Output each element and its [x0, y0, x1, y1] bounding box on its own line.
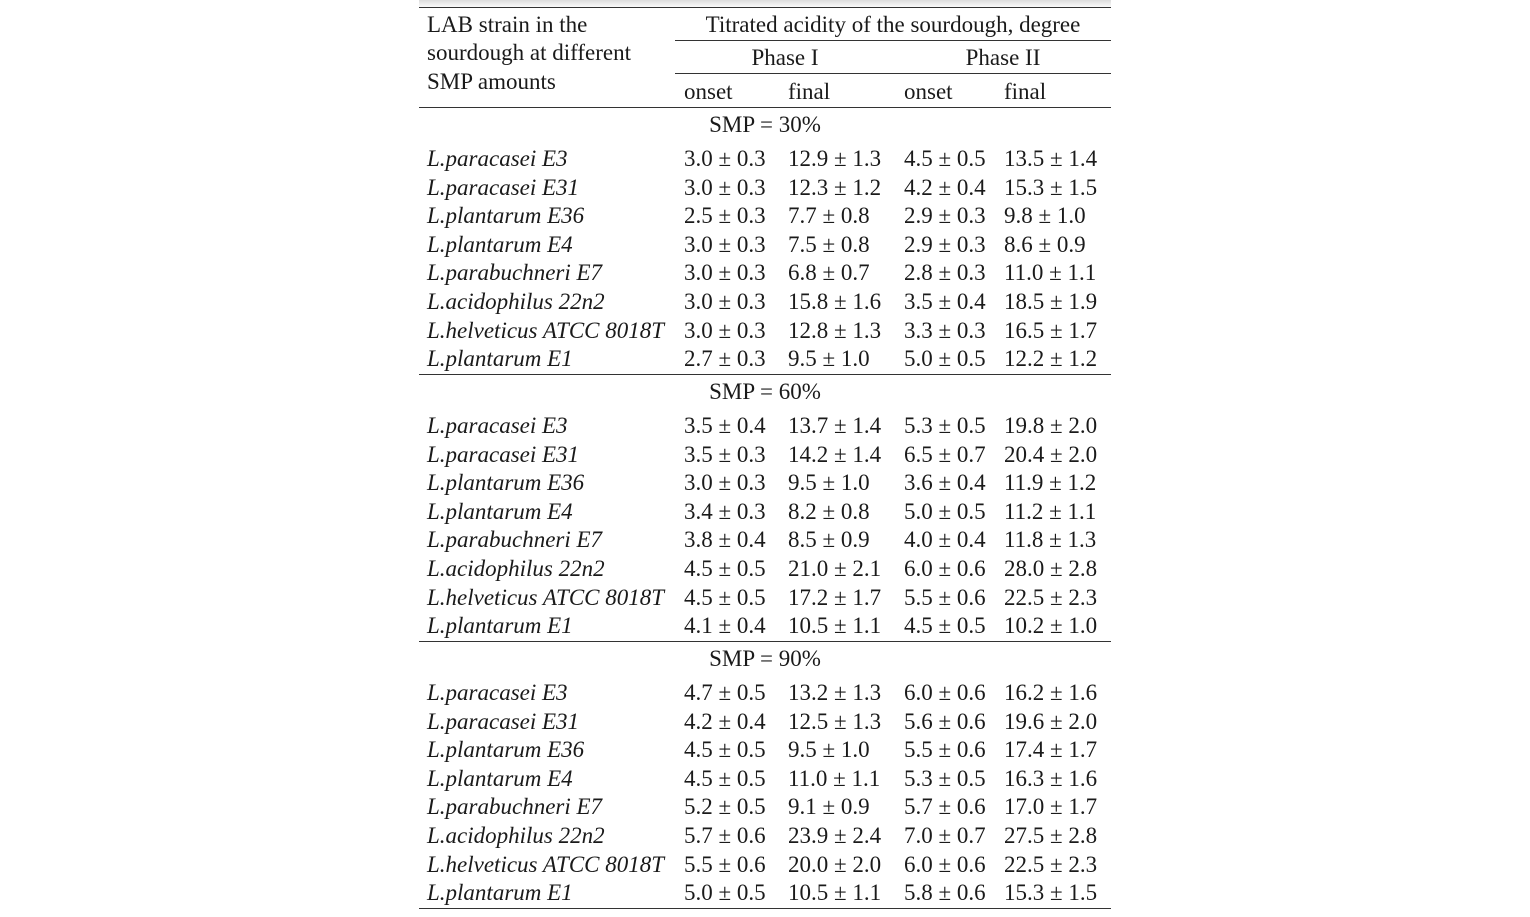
- acidity-value-p1-onset: 4.1 ± 0.4: [684, 613, 766, 639]
- acidity-value-p2-final: 13.5 ± 1.4: [1004, 146, 1098, 171]
- acidity-value-p2-final: 15.3 ± 1.5: [1004, 174, 1098, 200]
- acidity-value-p2-final: 17.0 ± 1.7: [1004, 794, 1098, 820]
- phase1-onset-header: onset: [684, 79, 733, 104]
- acidity-value-p1-final: 13.2 ± 1.3: [788, 680, 882, 705]
- acidity-value-p2-final: 17.4 ± 1.7: [1004, 737, 1098, 763]
- phase1-header: Phase I: [751, 45, 819, 70]
- acidity-value-p2-onset: 5.0 ± 0.5: [904, 498, 986, 524]
- acidity-value-p1-final: 12.3 ± 1.2: [788, 174, 882, 200]
- strain-name: L.paracasei E3: [427, 413, 568, 438]
- strain-name: L.acidophilus 22n2: [427, 556, 605, 581]
- acidity-value-p2-final: 11.2 ± 1.1: [1004, 498, 1097, 524]
- acidity-value-p1-final: 21.0 ± 2.1: [788, 556, 882, 581]
- acidity-value-p2-final: 20.4 ± 2.0: [1004, 441, 1098, 467]
- strain-name: L.parabuchneri E7: [427, 260, 603, 286]
- acidity-value-p2-onset: 4.5 ± 0.5: [904, 613, 986, 639]
- strain-name: L.helveticus ATCC 8018T: [427, 317, 665, 343]
- strain-name: L.plantarum E4: [427, 231, 573, 257]
- phase2-final-header: final: [1004, 79, 1047, 104]
- acidity-value-p1-final: 9.5 ± 1.0: [788, 470, 870, 496]
- acidity-value-p2-onset: 5.5 ± 0.6: [904, 737, 986, 763]
- acidity-value-p1-final: 23.9 ± 2.4: [788, 823, 882, 848]
- section-label: SMP = 90%: [709, 646, 821, 671]
- acidity-value-p2-final: 16.3 ± 1.6: [1004, 765, 1098, 791]
- acidity-value-p2-onset: 5.8 ± 0.6: [904, 880, 986, 906]
- acidity-value-p2-onset: 4.0 ± 0.4: [904, 527, 986, 553]
- acidity-value-p2-onset: 2.9 ± 0.3: [904, 203, 986, 229]
- acidity-value-p2-onset: 3.5 ± 0.4: [904, 289, 986, 314]
- acidity-value-p1-final: 15.8 ± 1.6: [788, 289, 882, 314]
- acidity-value-p1-onset: 4.7 ± 0.5: [684, 680, 766, 705]
- acidity-value-p1-onset: 3.0 ± 0.3: [684, 260, 766, 286]
- strain-name: L.parabuchneri E7: [427, 527, 603, 553]
- acidity-value-p1-final: 12.9 ± 1.3: [788, 146, 882, 171]
- header-bottom-rule: [419, 107, 1111, 108]
- acidity-value-p2-final: 27.5 ± 2.8: [1004, 823, 1098, 848]
- acidity-value-p1-onset: 4.5 ± 0.5: [684, 584, 766, 610]
- acidity-value-p1-onset: 5.7 ± 0.6: [684, 823, 766, 848]
- acidity-value-p1-final: 13.7 ± 1.4: [788, 413, 882, 438]
- acidity-value-p2-onset: 6.0 ± 0.6: [904, 680, 986, 705]
- acidity-value-p1-final: 17.2 ± 1.7: [788, 584, 882, 610]
- acidity-value-p2-final: 19.8 ± 2.0: [1004, 413, 1098, 438]
- acidity-value-p2-onset: 5.5 ± 0.6: [904, 584, 986, 610]
- acidity-value-p2-final: 22.5 ± 2.3: [1004, 851, 1098, 877]
- acidity-value-p1-onset: 5.2 ± 0.5: [684, 794, 766, 820]
- strain-name: L.paracasei E31: [427, 441, 580, 467]
- acidity-value-p1-onset: 3.8 ± 0.4: [684, 527, 766, 553]
- strain-name: L.paracasei E3: [427, 146, 568, 171]
- acidity-header-rule: [675, 40, 1111, 41]
- acidity-value-p2-final: 11.8 ± 1.3: [1004, 527, 1097, 553]
- strain-name: L.paracasei E31: [427, 708, 580, 734]
- strain-name: L.acidophilus 22n2: [427, 823, 605, 848]
- phase2-header: Phase II: [965, 45, 1041, 70]
- acidity-value-p1-onset: 3.4 ± 0.3: [684, 498, 766, 524]
- acidity-value-p2-onset: 5.3 ± 0.5: [904, 413, 986, 438]
- acidity-value-p2-final: 9.8 ± 1.0: [1004, 203, 1086, 229]
- phase1-final-header: final: [788, 79, 831, 104]
- strain-name: L.acidophilus 22n2: [427, 289, 605, 314]
- acidity-value-p2-onset: 4.2 ± 0.4: [904, 174, 986, 200]
- strain-header-line-2: sourdough at different: [427, 40, 631, 65]
- section-bottom-rule: [419, 641, 1111, 642]
- acidity-value-p2-onset: 2.9 ± 0.3: [904, 231, 986, 257]
- acidity-value-p1-final: 9.1 ± 0.9: [788, 794, 870, 820]
- acidity-value-p2-onset: 6.0 ± 0.6: [904, 556, 986, 581]
- section-bottom-rule: [419, 374, 1111, 375]
- strain-name: L.helveticus ATCC 8018T: [427, 584, 665, 610]
- section-label: SMP = 30%: [709, 112, 821, 137]
- acidity-value-p1-final: 8.2 ± 0.8: [788, 498, 870, 524]
- acidity-value-p2-final: 18.5 ± 1.9: [1004, 289, 1098, 314]
- acidity-value-p2-final: 28.0 ± 2.8: [1004, 556, 1098, 581]
- acidity-value-p1-final: 10.5 ± 1.1: [788, 880, 882, 906]
- acidity-value-p2-onset: 5.0 ± 0.5: [904, 346, 986, 372]
- acidity-value-p1-final: 12.5 ± 1.3: [788, 708, 882, 734]
- acidity-value-p1-final: 14.2 ± 1.4: [788, 441, 882, 467]
- acidity-value-p2-onset: 3.6 ± 0.4: [904, 470, 986, 496]
- strain-name: L.plantarum E36: [427, 203, 585, 229]
- acidity-value-p1-final: 8.5 ± 0.9: [788, 527, 870, 553]
- strain-name: L.parabuchneri E7: [427, 794, 603, 820]
- acidity-value-p1-onset: 3.5 ± 0.4: [684, 413, 766, 438]
- strain-name: L.helveticus ATCC 8018T: [427, 851, 665, 877]
- acidity-value-p1-final: 20.0 ± 2.0: [788, 851, 882, 877]
- acidity-value-p1-onset: 5.5 ± 0.6: [684, 851, 766, 877]
- strain-name: L.plantarum E36: [427, 470, 585, 496]
- acidity-value-p1-final: 9.5 ± 1.0: [788, 737, 870, 763]
- acidity-value-p1-final: 7.5 ± 0.8: [788, 231, 870, 257]
- acidity-value-p2-final: 15.3 ± 1.5: [1004, 880, 1098, 906]
- acidity-value-p1-onset: 3.0 ± 0.3: [684, 470, 766, 496]
- acidity-value-p2-final: 19.6 ± 2.0: [1004, 708, 1098, 734]
- acidity-value-p2-final: 11.0 ± 1.1: [1004, 260, 1097, 286]
- acidity-value-p1-onset: 4.5 ± 0.5: [684, 765, 766, 791]
- strain-name: L.plantarum E1: [427, 880, 573, 906]
- phase-header-rule: [675, 73, 1111, 74]
- phase2-onset-header: onset: [904, 79, 953, 104]
- acidity-value-p2-onset: 5.3 ± 0.5: [904, 765, 986, 791]
- acidity-value-p2-final: 12.2 ± 1.2: [1004, 346, 1098, 372]
- acidity-value-p2-final: 16.2 ± 1.6: [1004, 680, 1098, 705]
- acidity-value-p1-onset: 3.0 ± 0.3: [684, 146, 766, 171]
- acidity-value-p2-final: 11.9 ± 1.2: [1004, 470, 1097, 496]
- acidity-value-p1-onset: 5.0 ± 0.5: [684, 880, 766, 906]
- acidity-value-p2-onset: 5.6 ± 0.6: [904, 708, 986, 734]
- acidity-value-p2-final: 22.5 ± 2.3: [1004, 584, 1098, 610]
- acidity-value-p2-final: 10.2 ± 1.0: [1004, 613, 1098, 639]
- acidity-value-p1-onset: 3.0 ± 0.3: [684, 317, 766, 343]
- section-label: SMP = 60%: [709, 379, 821, 404]
- section-bottom-rule: [419, 908, 1111, 909]
- acidity-value-p1-onset: 4.5 ± 0.5: [684, 556, 766, 581]
- acidity-value-p2-onset: 3.3 ± 0.3: [904, 317, 986, 343]
- acidity-value-p1-final: 7.7 ± 0.8: [788, 203, 870, 229]
- acidity-value-p2-onset: 5.7 ± 0.6: [904, 794, 986, 820]
- acidity-value-p2-onset: 7.0 ± 0.7: [904, 823, 986, 848]
- acidity-header: Titrated acidity of the sourdough, degree: [705, 12, 1081, 37]
- strain-header-line-1: LAB strain in the: [427, 12, 588, 37]
- acidity-value-p2-onset: 2.8 ± 0.3: [904, 260, 986, 286]
- strain-name: L.plantarum E36: [427, 737, 585, 763]
- acidity-value-p1-onset: 2.5 ± 0.3: [684, 203, 766, 229]
- acidity-value-p1-final: 6.8 ± 0.7: [788, 260, 870, 286]
- acidity-table: [419, 0, 1111, 917]
- acidity-value-p1-final: 10.5 ± 1.1: [788, 613, 882, 639]
- acidity-value-p1-onset: 2.7 ± 0.3: [684, 346, 766, 372]
- acidity-value-p1-onset: 3.0 ± 0.3: [684, 289, 766, 314]
- strain-name: L.plantarum E1: [427, 613, 573, 639]
- acidity-value-p2-onset: 4.5 ± 0.5: [904, 146, 986, 171]
- acidity-value-p1-final: 9.5 ± 1.0: [788, 346, 870, 372]
- acidity-value-p1-onset: 3.0 ± 0.3: [684, 174, 766, 200]
- strain-name: L.plantarum E1: [427, 346, 573, 372]
- acidity-value-p1-onset: 3.0 ± 0.3: [684, 231, 766, 257]
- strain-header-line-3: SMP amounts: [427, 69, 556, 94]
- acidity-value-p1-final: 12.8 ± 1.3: [788, 317, 882, 343]
- strain-name: L.paracasei E31: [427, 174, 580, 200]
- acidity-value-p1-onset: 3.5 ± 0.3: [684, 441, 766, 467]
- acidity-value-p2-onset: 6.0 ± 0.6: [904, 851, 986, 877]
- strain-name: L.plantarum E4: [427, 765, 573, 791]
- acidity-value-p1-onset: 4.2 ± 0.4: [684, 708, 766, 734]
- acidity-value-p2-final: 16.5 ± 1.7: [1004, 317, 1098, 343]
- acidity-value-p2-final: 8.6 ± 0.9: [1004, 231, 1086, 257]
- acidity-value-p1-final: 11.0 ± 1.1: [788, 765, 881, 791]
- acidity-value-p2-onset: 6.5 ± 0.7: [904, 441, 986, 467]
- top-rule: [419, 7, 1111, 8]
- strain-name: L.paracasei E3: [427, 680, 568, 705]
- acidity-value-p1-onset: 4.5 ± 0.5: [684, 737, 766, 763]
- strain-name: L.plantarum E4: [427, 498, 573, 524]
